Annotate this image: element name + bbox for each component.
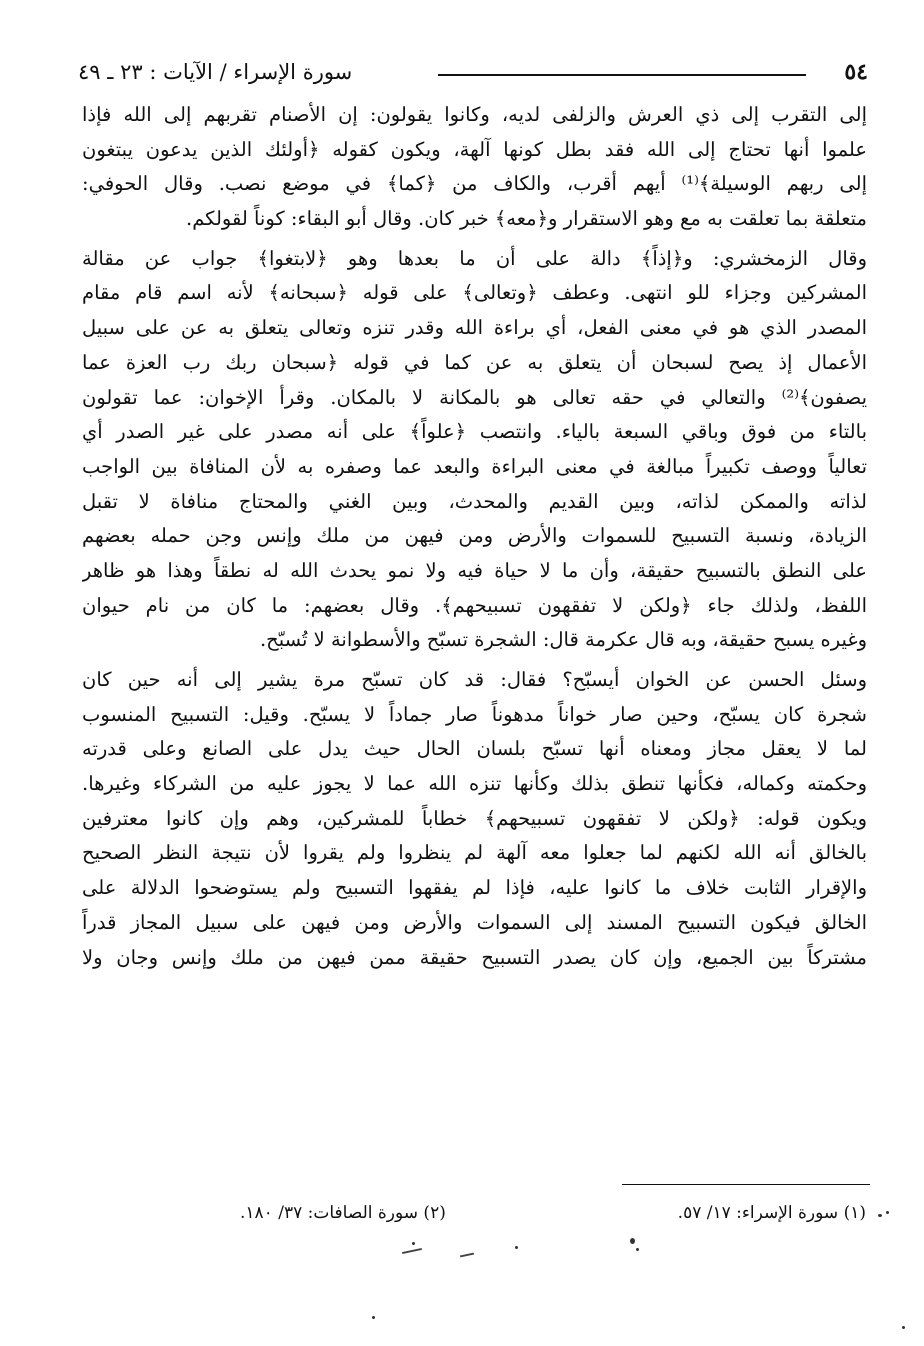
text-line: الخالق فيكون التسبيح المسند إلى السموات والأرض ومن فيهن على سبيل المجاز قدراً [82,910,867,934]
footnotes [240,1198,866,1230]
running-title: سورة الإسراء / الآيات : ٢٣ ـ ٤٩ [78,60,353,84]
scan-speck [630,1238,635,1244]
text-line: اللفظ، ولذلك جاء ﴿ولكن لا تفقهون تسبيحهم﴾. وقال بعضهم: ما كان من نام حيوان [82,593,867,617]
text-line: وسئل الحسن عن الخوان أيسبّح؟ فقال: قد كان تسبّح مرة يشير إلى أنه حين كان [82,668,867,691]
paragraph-1 [82,98,867,237]
text-line: إلى التقرب إلى ذي العرش والزلفى لديه، وكانوا يقولون: إن الأصنام تقربهم إلى الله فإذا [82,103,867,126]
text-line: الزيادة، ونسبة التسبيح للسموات والأرض ومن فيهن من ملك وإنس وجن حمله بعضهم [82,524,867,548]
text-line: وقال الزمخشري: و﴿إذاً﴾ دالة على أن ما بعدها وهو ﴿لابتغوا﴾ جواب عن مقالة [82,246,867,270]
scan-mark [460,1253,474,1258]
text-line: بالتاء من فوق وباقي السبعة بالياء. وانتصب ﴿علواً﴾ على أنه مصدر على غير الصدر أي [82,420,867,444]
scan-speck [878,1214,882,1217]
footnote-2: (٢) سورة الصافات: ٣٧/ ١٨٠. [240,1203,446,1223]
text-line: علموا أنها تحتاج إلى الله فقد بطل كونها آلهة، ويكون كقوله ﴿أولئك الذين يدعون يبتغون [82,137,867,161]
text-line: لذاته والممكن لذاته، وبين القديم والمحدث، وبين الغني والمحتاج منافاة لا تقبل [82,489,867,513]
paragraph-2 [82,242,867,658]
scan-speck [636,1248,639,1251]
scan-speck [902,1326,905,1329]
text-line: إلى ربهم الوسيلة﴾⁽¹⁾ أيهم أقرب، والكاف من ﴿كما﴾ في موضع نصب. وقال الحوفي: [82,172,867,196]
text-line: تعالياً ووصف تكبيراً مبالغة في معنى البراءة والبعد عما وصفره به لأن المنافاة بين الواجب [82,454,867,478]
paragraph-3 [82,663,867,975]
text-line: لما لا يعقل مجاز ومعناه أنها تسبّح بلسان الحال حيث يدل على الصانع وعلى قدرته [82,737,867,761]
scan-speck [412,1242,415,1245]
scan-mark [402,1248,422,1254]
scan-speck [886,1211,889,1214]
text-line: وحكمته وكماله، فكأنها تنطق بذلك وكأنها تنزه الله عما لا يجوز عليه من الشركاء وغيرها. [82,772,867,796]
page-number: ٥٤ [844,59,868,85]
text-line: المشركين وجزاء للو انتهى. وعطف ﴿وتعالى﴾ على قوله ﴿سبحانه﴾ لأنه اسم قام مقام [82,281,867,305]
text-line: ويكون قوله: ﴿ولكن لا تفقهون تسبيحهم﴾ خطاباً للمشركين، وهم وإن كانوا معترفين [82,806,867,830]
footnote-rule [622,1184,870,1185]
page-header [78,56,868,92]
text-line: متعلقة بما تعلقت به مع وهو الاستقرار و﴿معه﴾ خبر كان. وقال أبو البقاء: كوناً لقولكم. [186,207,867,231]
text-line: وغيره يسبح حقيقة، وبه قال عكرمة قال: الشجرة تسبّح والأسطوانة لا تُسبّح. [259,628,867,652]
text-line: الأعمال إذ يصح لسبحان أن يتعلق به عن كما في قوله ﴿سبحان ربك رب العزة عما [82,350,867,374]
scan-speck [515,1246,518,1249]
text-line: على النطق بالتسبيح حقيقة، وأن ما لا حياة فيه ولا نمو يحدث الله له نطقاً وهذا هو ظاهر [82,558,867,582]
header-rule [438,74,806,76]
text-line: مشتركاً بين الجميع، وإن كان يصدر التسبيح حقيقة ممن فيهن من ملك وإنس وجان ولا [82,945,867,969]
scan-speck [372,1316,375,1319]
footnote-1: (١) سورة الإسراء: ١٧/ ٥٧. [677,1203,866,1223]
text-line: بالخالق أنه الله لكنهم لما جعلوا معه آلهة لم ينظروا ولم يقروا لأن نتيجة النظر الصحيح [82,841,867,865]
text-line: شجرة كان يسبّح، وحين صار خواناً مدهوناً صار جماداً لا يسبّح. وقيل: التسبيح المنسوب [82,702,867,726]
text-line: والإقرار الثابت خلاف ما كانوا عليه، فإذا لم يفقهوا التسبيح ولم يستوضحوا الدلالة على [82,876,867,900]
text-line: يصفون﴾⁽²⁾ والتعالي في حقه تعالى هو بالمكانة لا بالمكان. وقرأ الإخوان: عما تقولون [82,385,867,409]
text-line: المصدر الذي هو في معنى الفعل، أي براءة الله وقدر تنزه وتعالى يتعلق به عن على سبيل [82,316,867,340]
main-text [82,98,867,980]
